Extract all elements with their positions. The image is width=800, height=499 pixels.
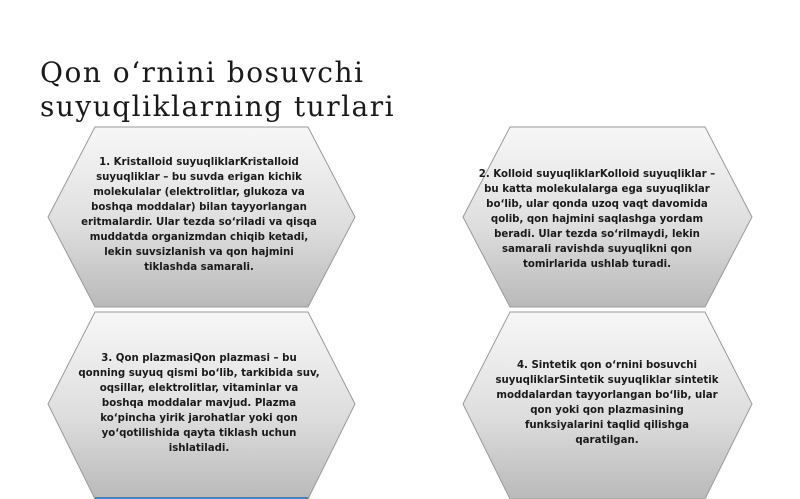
slide-title: Qon oʻrnini bosuvchi suyuqliklarning turlari — [40, 56, 396, 123]
item-2-text: 2. Kolloid suyuqliklarKolloid suyuqliklar – bu katta molekulalarga ega suyuqliklar boʻlib, ular qonda uzoq vaqt davomida qolib, qon hajmini saqlashga yordam beradi. Ular tezda soʻrilmaydi, lekin samarali ravishda suyuqlikni qon tomirlarida ushlab turadi. — [478, 168, 716, 270]
item-3-text: 3. Qon plazmasiQon plazmasi – bu qonning suyuq qismi boʻlib, tarkibida suv, oqsillar, elektrolitlar, vitaminlar va boshqa moddalar mavjud. Plazma koʻpincha yirik jarohatlar yoki qon yoʻqotilishida qayta tiklash uchun ishlatiladi. — [78, 352, 320, 454]
item-1-text: 1. Kristalloid suyuqliklarKristalloid suyuqliklar – bu suvda erigan kichik molekulalar (elektrolitlar, glukoza va boshqa moddalar) bilan tayyorlangan eritmalardir. Ular tezda soʻriladi va qisqa muddatda organizmdan chiqib ketadi, lekin suvsizlanish va qon hajmini tiklashda samarali. — [81, 157, 317, 273]
item-4-text: 4. Sintetik qon oʻrnini bosuvchi suyuqliklarSintetik suyuqliklar sintetik moddalardan tayyorlangan boʻlib, ular qon yoki qon plazmasining funksiyalarini taqlid qilishga qaratilgan. — [495, 360, 719, 446]
